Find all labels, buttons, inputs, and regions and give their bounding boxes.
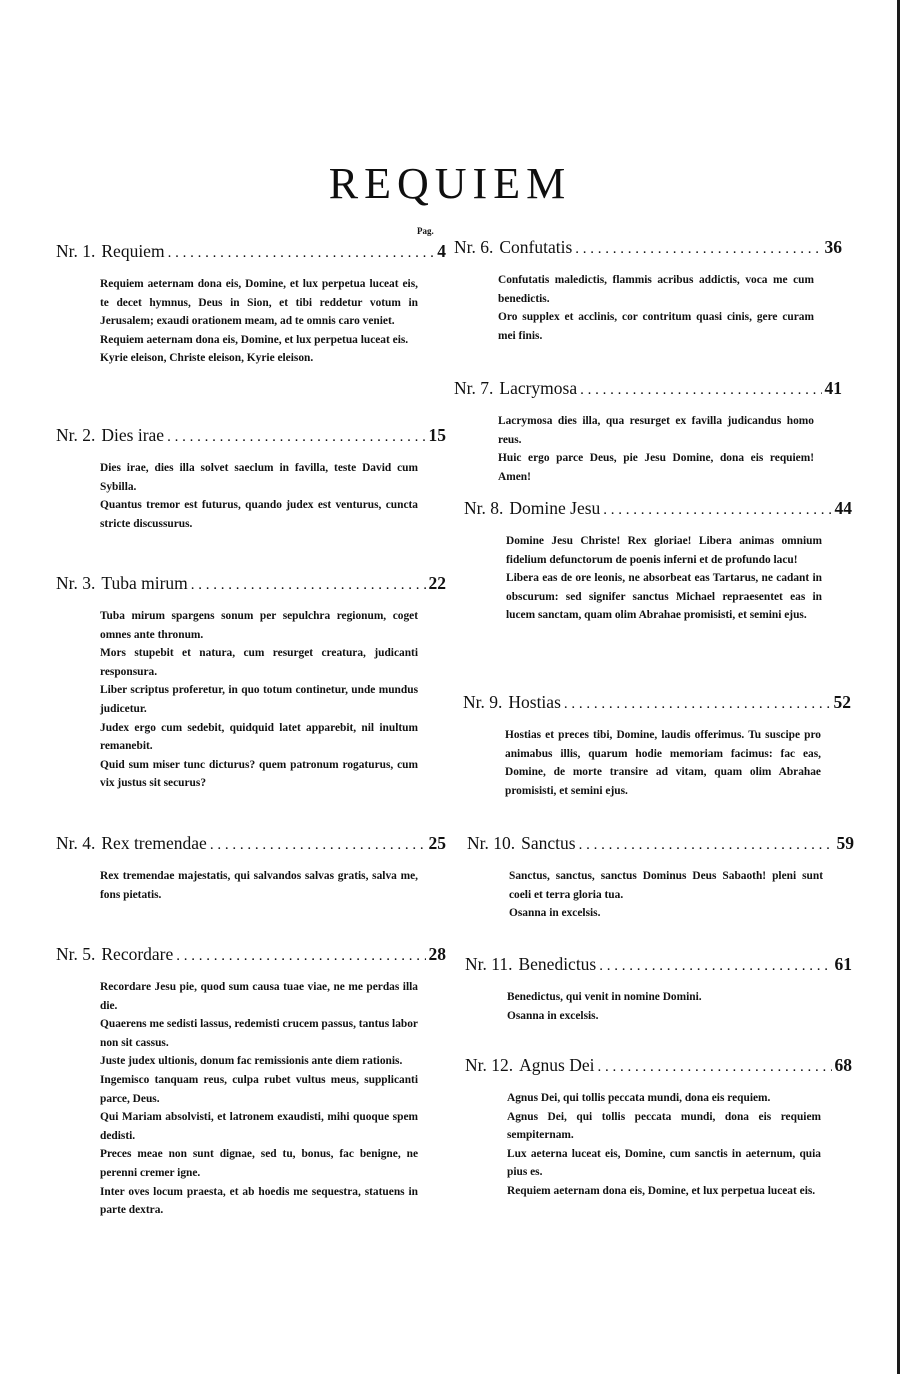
entry-text <box>100 607 418 793</box>
entry-number: Nr. 8. <box>464 498 504 518</box>
text-paragraph: Agnus Dei, qui tollis peccata mundi, dona eis requiem. <box>507 1092 771 1104</box>
contents-entry <box>56 943 446 1220</box>
text-paragraph: Osanna in excelsis. <box>509 907 601 920</box>
contents-entry <box>464 497 852 625</box>
entry-name: Tuba mirum <box>101 573 188 593</box>
dot-leader <box>168 242 435 264</box>
text-paragraph: Ingemisco tanquam reus, culpa rubet vultus meus, supplicanti parce, Deus. <box>100 1073 418 1105</box>
dot-leader <box>597 1056 831 1078</box>
entry-name: Recordare <box>101 944 174 964</box>
dot-leader <box>191 574 426 596</box>
entry-text <box>498 271 814 345</box>
entry-text <box>507 1089 821 1201</box>
entry-name: Rex tremendae <box>101 833 207 853</box>
entry-page-number: 44 <box>834 498 852 518</box>
entry-text <box>498 412 814 486</box>
text-paragraph: Huic ergo parce Deus, pie Jesu Domine, dona eis requiem! Amen! <box>498 452 814 483</box>
entry-name: Hostias <box>508 692 561 712</box>
entry-heading <box>56 572 446 596</box>
entry-name: Requiem <box>101 241 165 261</box>
entry-page-number: 41 <box>824 378 842 398</box>
entry-number: Nr. 4. <box>56 833 96 853</box>
dot-leader <box>564 693 831 715</box>
entry-number: Nr. 3. <box>56 573 96 593</box>
entry-page-number: 22 <box>428 573 446 593</box>
text-paragraph: Preces meae non sunt dignae, sed tu, bonus, fac benigne, ne perenni cremer igne. <box>100 1148 418 1179</box>
entry-heading <box>464 497 852 521</box>
dot-leader <box>579 834 834 856</box>
text-paragraph: Quid sum miser tunc dicturus? quem patronum rogaturus, cum vix justus sit securus? <box>100 758 418 790</box>
dot-leader <box>167 426 425 448</box>
entry-heading <box>454 377 842 401</box>
entry-page-number: 59 <box>836 833 854 853</box>
entry-page-number: 61 <box>834 954 852 974</box>
contents-entry <box>463 691 851 800</box>
text-paragraph: Confutatis maledictis, flammis acribus addictis, voca me cum benedictis. <box>498 274 814 305</box>
page-column-label: Pag. <box>417 226 434 236</box>
contents-entry <box>56 240 446 368</box>
entry-heading <box>454 236 842 260</box>
entry-heading <box>467 832 854 856</box>
text-paragraph: Recordare Jesu pie, quod sum causa tuae viae, ne me perdas illa die. <box>100 981 418 1012</box>
entry-name: Lacrymosa <box>499 378 578 398</box>
contents-entry <box>465 953 852 1025</box>
entry-number: Nr. 6. <box>454 237 494 257</box>
entry-number: Nr. 12. <box>465 1055 514 1075</box>
text-paragraph: Rex tremendae majestatis, qui salvandos salvas gratis, salva me, fons pietatis. <box>100 870 418 901</box>
entry-page-number: 28 <box>428 944 446 964</box>
text-paragraph: Sanctus, sanctus, sanctus Dominus Deus Sabaoth! pleni sunt coeli et terra gloria tua. <box>509 870 823 901</box>
text-paragraph: Lacrymosa dies illa, qua resurget ex favilla judicandus homo reus. <box>498 415 814 446</box>
text-paragraph: Qui Mariam absolvisti, et latronem exaudisti, mihi quoque spem dedisti. <box>100 1111 418 1142</box>
text-paragraph: Judex ergo cum sedebit, quidquid latet apparebit, nil inultum remanebit. <box>100 721 418 753</box>
entry-heading <box>56 832 446 856</box>
dot-leader <box>599 955 831 977</box>
text-paragraph: Requiem aeternam dona eis, Domine, et lux perpetua luceat eis, te decet hymnus, Deus in Sion, et tibi reddetur votum in Jerusalem; exaudi orationem meam, ad te omnis caro veniet. <box>100 278 418 328</box>
text-paragraph: Lux aeterna luceat eis, Domine, cum sanctis in aeternum, quia pius es. <box>507 1147 821 1179</box>
entry-heading <box>465 953 852 977</box>
contents-entry <box>56 832 446 904</box>
entry-number: Nr. 2. <box>56 425 96 445</box>
contents-entry <box>465 1054 852 1201</box>
entry-text <box>506 532 822 625</box>
entry-heading <box>56 424 446 448</box>
text-paragraph: Quaerens me sedisti lassus, redemisti crucem passus, tantus labor non sit cassus. <box>100 1018 418 1049</box>
dot-leader <box>603 499 831 521</box>
dot-leader <box>580 379 821 401</box>
text-paragraph: Agnus Dei, qui tollis peccata mundi, dona eis requiem sempiternam. <box>507 1110 821 1142</box>
contents-entry <box>56 572 446 793</box>
text-paragraph: Dies irae, dies illa solvet saeclum in favilla, teste David cum Sybilla. <box>100 462 418 493</box>
entry-name: Confutatis <box>499 237 573 257</box>
entry-number: Nr. 5. <box>56 944 96 964</box>
dot-leader <box>210 834 426 856</box>
entry-number: Nr. 7. <box>454 378 494 398</box>
text-paragraph: Tuba mirum spargens sonum per sepulchra regionum, coget omnes ante thronum. <box>100 610 418 641</box>
text-paragraph: Liber scriptus proferetur, in quo totum continetur, unde mundus judicetur. <box>100 684 418 715</box>
entry-heading <box>56 240 446 264</box>
entry-page-number: 25 <box>428 833 446 853</box>
text-paragraph: Inter oves locum praesta, et ab hoedis me sequestra, statuens in parte dextra. <box>100 1185 418 1217</box>
entry-name: Agnus Dei <box>519 1055 595 1075</box>
entry-heading <box>465 1054 852 1078</box>
text-paragraph: Oro supplex et acclinis, cor contritum quasi cinis, gere curam mei finis. <box>498 311 814 342</box>
text-paragraph: Osanna in excelsis. <box>507 1009 599 1022</box>
entry-page-number: 52 <box>833 692 851 712</box>
entry-page-number: 68 <box>834 1055 852 1075</box>
entry-text <box>100 867 418 904</box>
entry-text <box>507 988 821 1025</box>
dot-leader <box>575 238 821 260</box>
text-paragraph: Hostias et preces tibi, Domine, laudis offerimus. Tu suscipe pro animabus illis, quarum hodie memoriam facimus: fac eas, Domine, de morte transire ad vitam, quam olim Abrahae promisisti, et semini ejus. <box>505 729 821 797</box>
text-paragraph: Requiem aeternam dona eis, Domine, et lux perpetua luceat eis. <box>507 1184 816 1197</box>
entry-heading <box>56 943 446 967</box>
entry-name: Benedictus <box>518 954 597 974</box>
entry-text <box>505 726 821 800</box>
entry-page-number: 4 <box>437 241 446 261</box>
entry-page-number: 36 <box>824 237 842 257</box>
contents-entry <box>454 236 842 345</box>
entry-name: Sanctus <box>521 833 576 853</box>
entry-text <box>509 867 823 923</box>
text-paragraph: Quantus tremor est futurus, quando judex est venturus, cuncta stricte discussurus. <box>100 499 418 530</box>
entry-number: Nr. 11. <box>465 954 513 974</box>
text-paragraph: Kyrie eleison, Christe eleison, Kyrie eleison. <box>100 352 314 365</box>
page-title: REQUIEM <box>328 159 572 208</box>
entry-text <box>100 459 418 533</box>
dot-leader <box>176 945 425 967</box>
contents-entry <box>467 832 854 923</box>
text-paragraph: Domine Jesu Christe! Rex gloriae! Libera animas omnium fidelium defunctorum de poenis inferni et de profundo lacu! <box>506 535 822 566</box>
entry-name: Dies irae <box>101 425 165 445</box>
text-paragraph: Mors stupebit et natura, cum resurget creatura, judicanti responsura. <box>100 647 418 678</box>
entry-name: Domine Jesu <box>509 498 601 518</box>
text-paragraph: Juste judex ultionis, donum fac remissionis ante diem rationis. <box>100 1055 403 1068</box>
contents-entry <box>56 424 446 533</box>
contents-entry <box>454 377 842 486</box>
entry-number: Nr. 9. <box>463 692 503 712</box>
entry-text <box>100 978 418 1220</box>
entry-text <box>100 275 418 368</box>
entry-number: Nr. 10. <box>467 833 516 853</box>
text-paragraph: Libera eas de ore leonis, ne absorbeat eas Tartarus, ne cadant in obscurum: sed signifer sanctus Michael repraesentet eas in lucem sanctam, quam olim Abrahae promisisti, et semini ejus. <box>506 572 822 622</box>
entry-heading <box>463 691 851 715</box>
entry-number: Nr. 1. <box>56 241 96 261</box>
entry-page-number: 15 <box>428 425 446 445</box>
text-paragraph: Requiem aeternam dona eis, Domine, et lux perpetua luceat eis. <box>100 333 409 346</box>
text-paragraph: Benedictus, qui venit in nomine Domini. <box>507 991 702 1003</box>
